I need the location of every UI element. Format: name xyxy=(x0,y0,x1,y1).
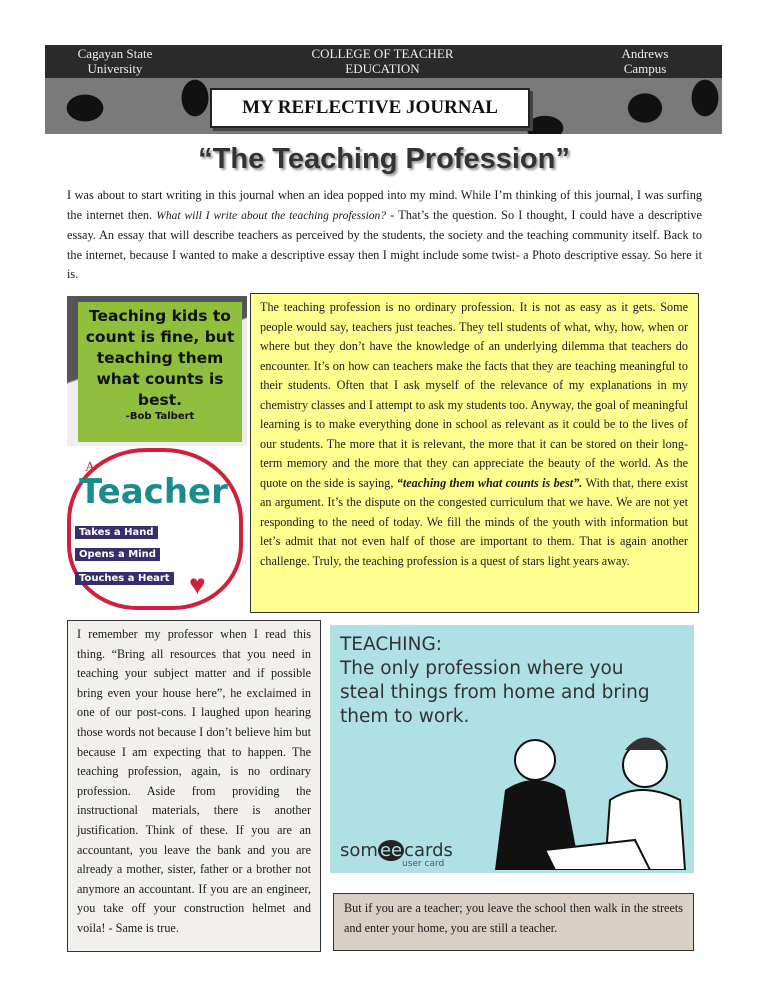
apple-line: Opens a Mind xyxy=(75,548,160,561)
quote-image xyxy=(78,302,242,442)
card-heading: TEACHING: xyxy=(340,634,443,655)
card-text xyxy=(340,633,670,729)
lower-text-box: I remember my professor when I read this thing. “Bring all resources that you need in teaching your subject matter and if possible bring even your house here”, he exclaimed in one of our post-cons. I laughed upon hearing those words not because I don’t believe him but because I am expecting that to happen. The teaching profession, again, is no ordinary profession. Aside from providing the instructional materials, there is another justification. Think of these. If you are an accountant, you leave the bank and you are already a mother, sister, father or a brother not anymore an accountant. If you are an engineer, you take off your construction helmet and voila! - Same is true. xyxy=(67,620,321,952)
college-name: COLLEGE OF TEACHER EDUCATION xyxy=(311,46,454,76)
university-name: Cagayan State University xyxy=(77,46,153,76)
page-title: “The Teaching Profession” xyxy=(198,143,570,175)
card-subtitle: user card xyxy=(402,859,445,869)
journal-title: MY REFLECTIVE JOURNAL xyxy=(210,88,530,128)
yellow-text: With that, there exist an argument. It’s the dispute on the congested curriculum that we have. We are not yet responding to the need of today. We fill the minds of the youth with information but let’s admit that not even half of those are important to them. That is again another challenge. Truly, the teaching profession is a quest of stars light years away. xyxy=(260,475,689,568)
intro-paragraph xyxy=(67,186,702,285)
teacher-apple-image xyxy=(67,448,243,610)
someecards-logo xyxy=(340,840,453,861)
logo-text: som xyxy=(340,840,378,861)
yellow-text-box xyxy=(250,293,699,613)
quote-text: Teaching kids to count is fine, but teaching them what counts is best. xyxy=(85,307,235,409)
intro-question: What will I write about the teaching profession? xyxy=(156,209,387,222)
header-band xyxy=(45,45,722,78)
apple-line: Touches a Heart xyxy=(75,572,174,585)
apple-word: Teacher xyxy=(79,472,228,512)
apple-letter: A xyxy=(85,460,96,475)
someecards-image xyxy=(330,625,694,873)
teachers-illustration xyxy=(485,720,690,870)
campus-name: Andrews Campus xyxy=(621,46,669,76)
logo-ee: ee xyxy=(379,840,403,861)
yellow-text: The teaching profession is no ordinary profession. It is not as easy as it gets. Some people would say, teachers just teaches. They tell students of what, why, how, when or where but they don’t have the knowledge of an underlying dilemma that teachers do encounter. It’s on how can teachers make the facts that they are teaching meaningful to their students. Often that I ask myself of the relevance of my explanations in my chemistry classes and I attempt to ask my students too. Anyway, the goal of meaningful learning is to make everything done in school as relevant as it could be to the lives of our students. The more that it is relevant, the more that it can be stored on their long-term memory and the more that they can appreciate the beauty of the world. As the quote on the side is saying, xyxy=(260,300,688,490)
apple-line: Takes a Hand xyxy=(75,526,158,539)
quote-author: -Bob Talbert xyxy=(125,411,195,422)
intro-text: - That’s the question. So I thought, I could have a descriptive essay. An essay that will describe teachers as perceived by the students, the society and the teaching community itself. Back to the internet, because I wanted to make a descriptive essay then I might include some twist- a Photo descriptive essay. So here it is. xyxy=(67,207,702,282)
tan-text-box: But if you are a teacher; you leave the school then walk in the streets and enter your home, you are still a teacher. xyxy=(333,893,694,951)
heart-icon: ♥ xyxy=(189,570,206,601)
card-body: The only profession where you steal things from home and bring them to work. xyxy=(340,658,650,727)
intro-text: I was about to start writing in this journal when an idea popped into my mind. While I’m thinking of this journal, I was surfing the internet then. xyxy=(67,188,702,222)
bold-quote: “teaching them what counts is best”. xyxy=(396,475,583,490)
logo-text: cards xyxy=(404,840,453,861)
